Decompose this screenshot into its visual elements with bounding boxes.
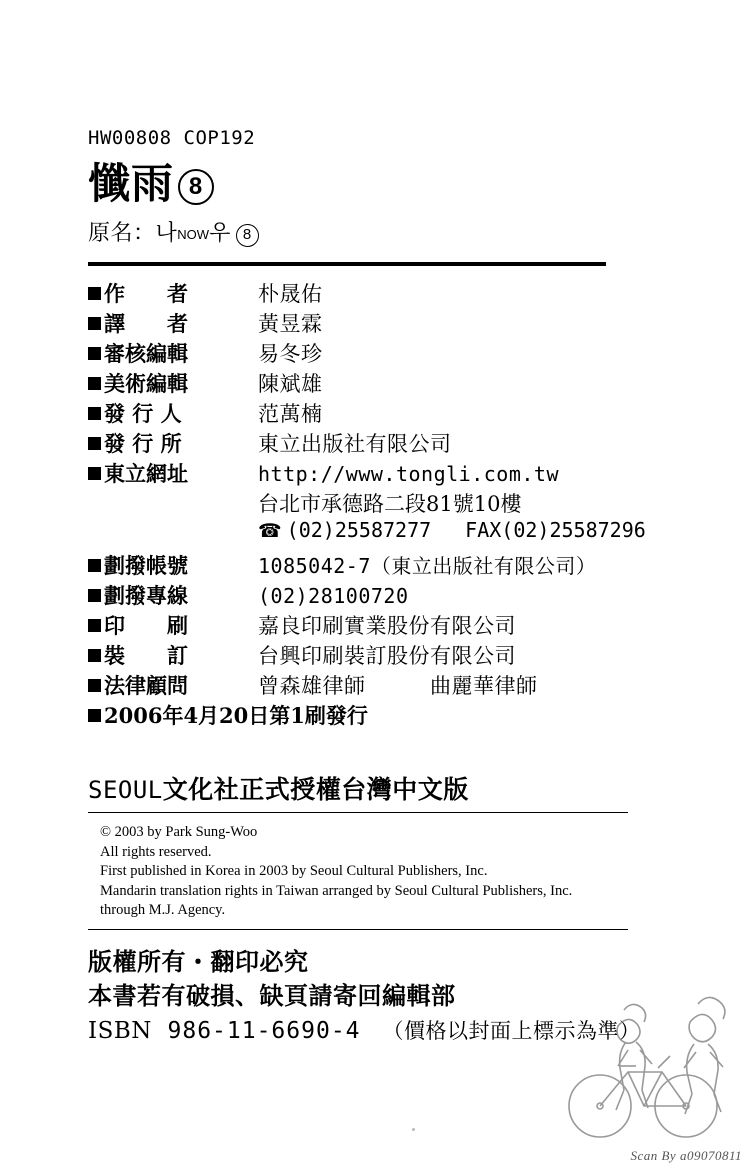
credit-value: 陳斌雄 [258,372,323,396]
bullet-square-icon [88,407,101,420]
credit-label-wrap [88,580,258,610]
credit-label-wrap [88,308,258,338]
copyright-line: Mandarin translation rights in Taiwan arranged by Seoul Cultural Publishers, Inc. [100,882,573,899]
bullet-square-icon [88,437,101,450]
publisher-fax: (02)25587296 [501,518,646,542]
title-divider [88,262,606,266]
book-title [88,160,648,208]
credit-value: 東立出版社有限公司 [258,432,452,456]
bullet-square-icon [88,377,101,390]
credit-row-website [88,458,688,488]
credit-value: (02)28100720 [258,584,409,608]
credit-row [88,550,688,580]
bicycle-illustration [558,988,748,1148]
publisher-phone-row [258,518,688,550]
credit-label-wrap [88,670,258,700]
bullet-square-icon [88,679,101,692]
credit-label: 裝 訂 [104,643,188,668]
damaged-book-notice: 本書若有破損、缺頁請寄回編輯部 [88,981,456,1010]
license-text: 文化社正式授權台灣中文版 [162,775,469,804]
credit-value: 朴晟佑 [258,282,323,306]
credit-value: 1085042-7（東立出版社有限公司） [258,554,597,578]
credit-label-wrap [88,610,258,640]
credit-label: 譯 者 [104,311,188,336]
publication-date-row [88,700,688,734]
credit-value: 曾森雄律師 曲麗華律師 [258,674,538,698]
credit-value: 易冬珍 [258,342,323,366]
telephone-icon: ☎ [258,520,282,542]
publication-date: 2006年4月20日第1刷發行 [104,703,368,728]
credit-label: 美術編輯 [104,371,188,396]
fax-label: FAX [465,518,502,542]
bullet-square-icon [88,317,101,330]
credit-row [88,308,688,338]
credit-value: 台興印刷裝訂股份有限公司 [258,644,516,668]
copyright-line: First published in Korea in 2003 by Seoul Cultural Publishers, Inc. [100,863,488,879]
credit-row [88,398,688,428]
credit-label: 劃撥帳號 [104,553,188,578]
publisher-telephone: (02)25587277 [286,518,432,542]
credit-label: 發 行 所 [104,431,182,456]
credit-label: 印 刷 [104,613,188,638]
scan-speck [412,1128,415,1131]
copyright-box [88,812,628,930]
copyright-line: through M.J. Agency. [100,902,226,918]
credit-row [88,580,688,610]
volume-number-badge: 8 [178,169,214,205]
bullet-square-icon [88,709,101,722]
credit-row [88,278,688,308]
credit-label-wrap [88,458,258,488]
credit-label: 東立網址 [104,461,188,486]
bullet-square-icon [88,559,101,572]
bullet-square-icon [88,287,101,300]
credit-label-wrap [88,550,258,580]
credit-row [88,610,688,640]
original-title [88,216,648,247]
credit-value: 黃昱霖 [258,312,323,336]
bullet-square-icon [88,649,101,662]
credit-value: 范萬楠 [258,402,323,426]
bullet-square-icon [88,347,101,360]
credit-row [88,368,688,398]
credit-label: 法律顧問 [104,673,188,698]
title-block [88,160,648,247]
bullet-square-icon [88,467,101,480]
copyright-line: © 2003 by Park Sung-Woo [100,824,258,840]
publisher-website[interactable]: http://www.tongli.com.tw [258,462,559,486]
credit-label-wrap [88,368,258,398]
credit-value: 嘉良印刷實業股份有限公司 [258,614,516,638]
original-title-label: 原名： [88,221,156,246]
credit-label-wrap [88,640,258,670]
bullet-square-icon [88,589,101,602]
isbn-label: ISBN [88,1018,152,1044]
publisher-address: 台北市承德路二段81號10樓 [258,492,522,516]
license-statement [88,770,469,806]
credit-row [88,428,688,458]
catalog-code: HW00808 COP192 [88,127,256,149]
credit-label-wrap [88,398,258,428]
rights-reserved-notice: 版權所有・翻印必究 [88,947,309,976]
credit-label: 作 者 [104,281,188,306]
credit-label: 發 行 人 [104,401,182,426]
credit-row [88,338,688,368]
credit-label: 審核編輯 [104,341,188,366]
original-title-prefix: 나 [155,221,178,246]
credit-label-wrap [88,338,258,368]
credit-row [88,670,688,700]
isbn-code: 986-11-6690-4 [167,1018,361,1044]
copyright-line: All rights reserved. [100,843,212,860]
original-title-suffix: 우 [209,221,231,246]
credit-label: 劃撥專線 [104,583,188,608]
scan-credit: Scan By a09070811 [630,1148,742,1163]
bullet-square-icon [88,619,101,632]
credit-label-wrap [88,278,258,308]
credits-list [88,278,688,734]
credit-row [88,640,688,670]
original-volume-badge: 8 [236,224,259,247]
license-licensor: SEOUL [88,776,163,804]
original-title-now: NOW [177,227,210,242]
credit-label-wrap [88,428,258,458]
price-note: （價格以封面上標示為準） [382,1019,641,1043]
book-title-text: 懺雨 [88,159,175,208]
